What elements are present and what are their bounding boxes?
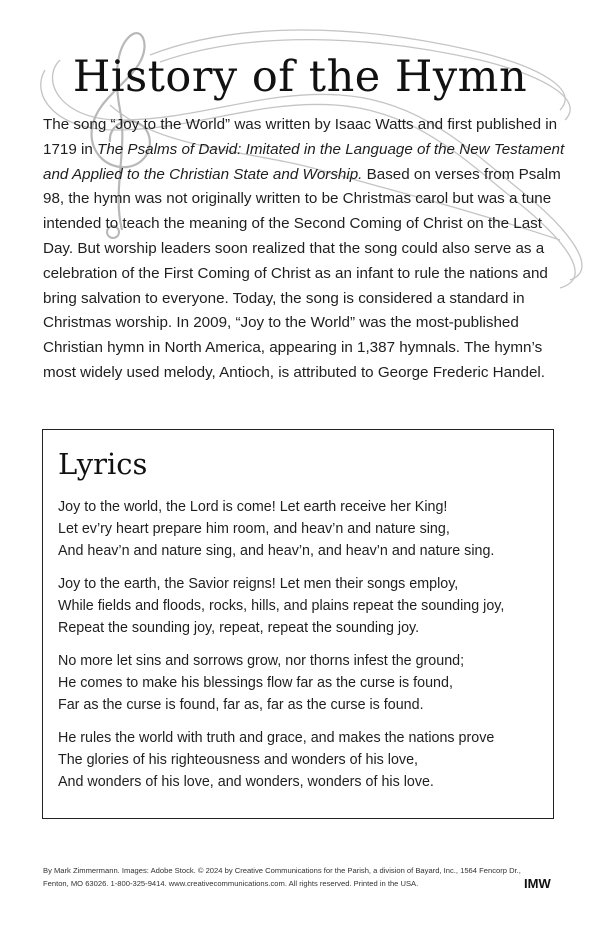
lyric-line: Let ev’ry heart prepare him room, and heav’n and nature sing,	[58, 521, 450, 537]
lyric-line: The glories of his righteousness and wonders of his love,	[58, 752, 419, 768]
lyrics-box	[42, 429, 554, 819]
lyric-line: Joy to the earth, the Savior reigns! Let men their songs employ,	[58, 576, 459, 592]
lyric-line: He comes to make his blessings flow far as the curse is found,	[58, 675, 453, 691]
stanza-1	[58, 496, 547, 562]
lyric-line: Joy to the world, the Lord is come! Let earth receive her King!	[58, 499, 448, 515]
footer-code: IMW	[524, 876, 551, 891]
footer-credit: By Mark Zimmermann. Images: Adobe Stock. © 2024 by Creative Communications for the Parish, a division of Bayard, Inc., 1564 Fencorp Dr., Fenton, MO 63026. 1-800-325-9414. www.creativecommunications.com. All rights reserved. Printed in the USA.	[43, 866, 521, 888]
lyric-line: Far as the curse is found, far as, far as the curse is found.	[58, 697, 424, 713]
lyrics-stanzas	[58, 496, 547, 804]
book-title: The Psalms of David: Imitated in the Language of the New Testament and Applied to the Christian State and Worship.	[43, 140, 565, 183]
lyric-line: Repeat the sounding joy, repeat, repeat the sounding joy.	[58, 620, 420, 636]
history-paragraph	[43, 113, 565, 386]
stanza-2	[58, 573, 547, 639]
lyric-line: While fields and floods, rocks, hills, and plains repeat the sounding joy,	[58, 598, 505, 614]
stanza-3	[58, 650, 547, 716]
stanza-4	[58, 727, 547, 793]
lyrics-heading: Lyrics	[58, 447, 148, 481]
lyric-line: And heav’n and nature sing, and heav’n, and heav’n and nature sing.	[58, 543, 495, 559]
lyric-line: And wonders of his love, and wonders, wonders of his love.	[58, 774, 434, 790]
history-text-2: Based on verses from Psalm 98, the hymn was not originally written to be Christmas carol but was a tune intended to teach the meaning of the Second Coming of Christ on the Last Day. But worship leaders soon realized that the song could also serve as a celebration of the First Coming of Christ as an infant to rule the nations and bring salvation to everyone. Today, the song is considered a standard in Christmas worship. In 2009, “Joy to the World” was the most-published Christian hymn in North America, appearing in 1,387 hymnals. The hymn’s most widely used melody, Antioch, is attributed to George Frederic Handel.	[43, 165, 561, 381]
page-title: History of the Hymn	[72, 52, 528, 102]
history-text-1: The song “Joy to the World” was written by Isaac Watts and first published in 1719 in	[43, 116, 558, 158]
lyric-line: No more let sins and sorrows grow, nor thorns infest the ground;	[58, 653, 465, 669]
lyric-line: He rules the world with truth and grace, and makes the nations prove	[58, 730, 495, 746]
